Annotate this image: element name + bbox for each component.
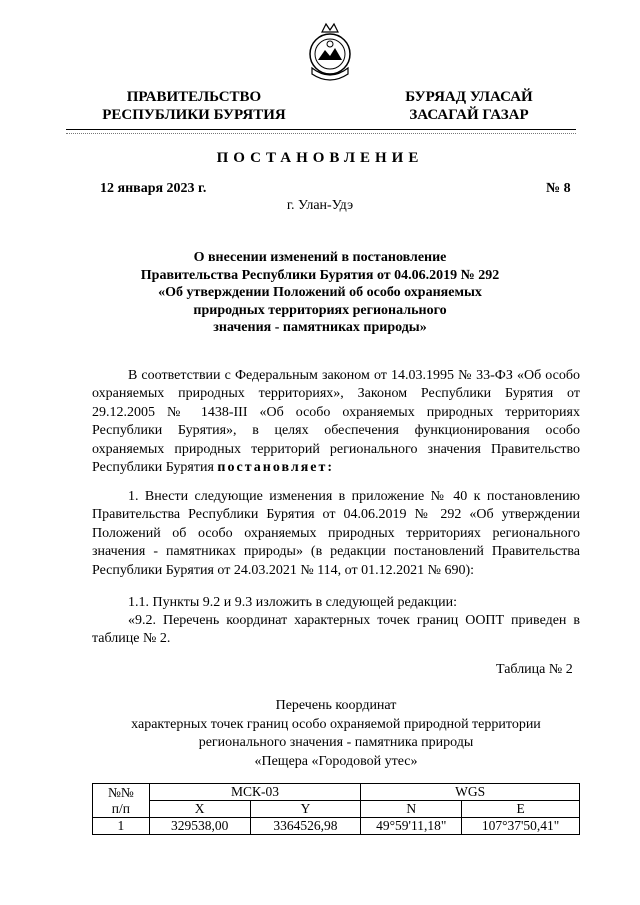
cell-e: 107°37'50,41" [462,818,580,835]
col-group-msk: МСК-03 [149,784,361,801]
table-title-line: характерных точек границ особо охраняемой природной территории [131,716,541,732]
gov-name-buryat-line1: БУРЯАД УЛАСАЙ [405,89,533,105]
table-title-line: «Пещера «Городовой утес» [254,753,418,769]
gov-name-line2: РЕСПУБЛИКИ БУРЯТИЯ [102,107,286,123]
table-number-label: Таблица № 2 [496,662,573,677]
document-type-title: ПОСТАНОВЛЕНИЕ [216,150,424,166]
subject-line: Правительства Республики Бурятия от 04.06.2019 № 292 [140,267,500,283]
clause-1-paragraph: 1. Внести следующие изменения в приложение № 40 к постановлению Правительства Республики Бурятия от 04.06.2019 № 292 «Об утверждении Положений об особо охраняемых природных территориях регионального значения - памятниках природы» (в редакции постановлений Правительства Республики Бурятия от 24.03.2021 № 114, от 01.12.2021 № 690): [92,489,580,578]
preamble-text: В соответствии с Федеральным законом от 14.03.1995 № 33-ФЗ «Об особо охраняемых природных территориях», Законом Республики Бурятия от 29.12.2005 № 1438-III «Об особо охраняемых природных территориях Республики Бурятия», в целях обеспечения функционирования особо охраняемых природных территорий регионального значения Правительство Республики Бурятия [92,368,580,476]
gov-name-line1: ПРАВИТЕЛЬСТВО [126,89,262,105]
table-subheader-row [93,801,580,818]
table-header-row [93,784,580,801]
subject-line: О внесении изменений в постановление [193,250,447,265]
gov-name-buryat-line2: ЗАСАГАЙ ГАЗАР [409,107,529,123]
document-city: г. Улан-Удэ [286,198,354,213]
cell-num: 1 [93,818,150,835]
header-divider-dotted [66,133,576,134]
clause-9-2-paragraph: «9.2. Перечень координат характерных точек границ ООПТ приведен в таблице № 2. [92,613,580,647]
subject-line: «Об утверждении Положений об особо охраняемых [158,285,482,300]
col-header-e: E [462,801,580,818]
resolves-keyword: постановляет: [217,460,335,476]
table-title [92,697,580,771]
document-number: № 8 [546,181,571,196]
col-group-wgs: WGS [361,784,580,801]
document-date: 12 января 2023 г. [100,181,207,196]
col-header-num-line2: п/п [111,800,130,816]
table-row [93,818,580,835]
subject-line: природных территориях регионального [193,302,447,318]
preamble-paragraph [92,367,580,477]
cell-n: 49°59'11,18" [361,818,462,835]
header-divider [66,129,576,130]
cell-x: 329538,00 [149,818,250,835]
col-header-n: N [361,801,462,818]
col-header-num-line1: №№ [108,784,134,800]
table-title-line: Перечень координат [275,698,397,713]
document-subject [120,249,520,337]
gov-name-russian [78,88,310,124]
cell-y: 3364526,98 [250,818,361,835]
subject-line: значения - памятниках природы» [213,320,427,335]
col-header-num [93,784,150,818]
gov-name-buryat [384,88,554,124]
coat-of-arms-icon [304,20,356,86]
coordinates-table [92,783,580,835]
col-header-x: X [149,801,250,818]
col-header-y: Y [250,801,361,818]
clause-1-1-paragraph: 1.1. Пункты 9.2 и 9.3 изложить в следующей редакции: [128,595,458,610]
table-title-line: регионального значения - памятника природы [198,735,474,750]
